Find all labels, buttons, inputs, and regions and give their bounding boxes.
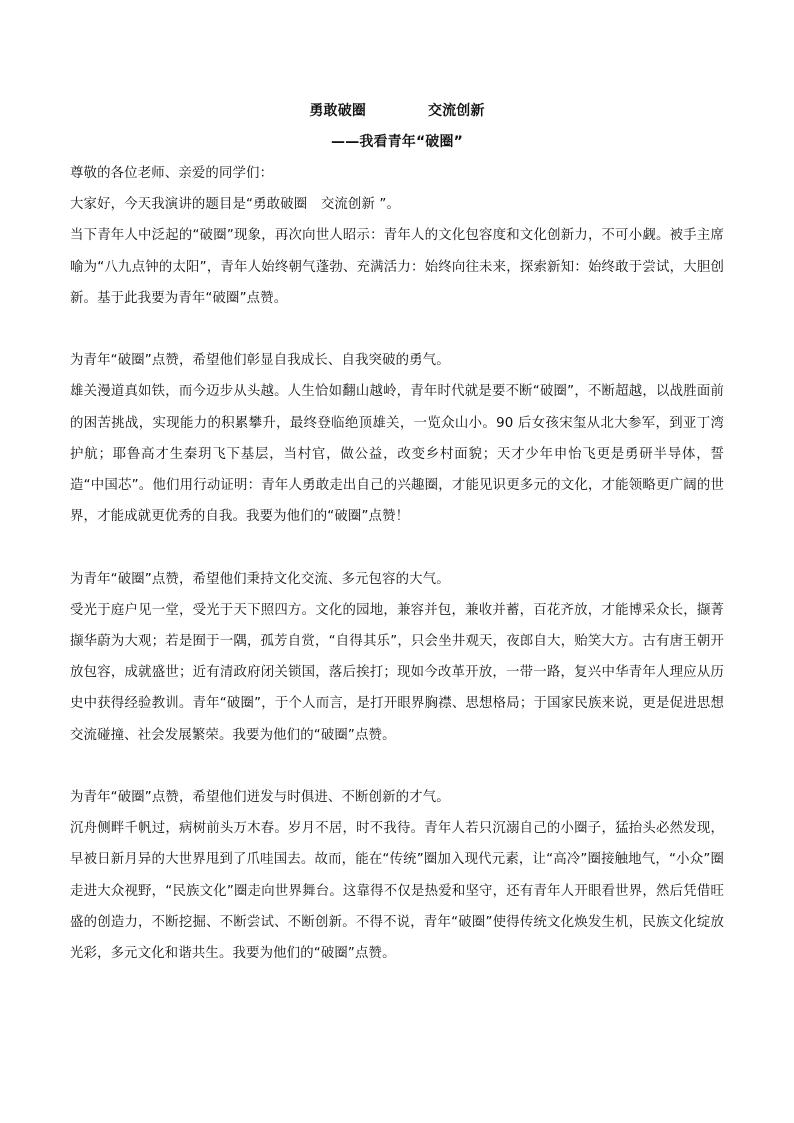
section-2-heading: 为青年“破圈”点赞，希望他们秉持文化交流、多元包容的大气。 [70,571,450,587]
intro-paragraph: 当下青年人中泛起的“破圈”现象，再次向世人昭示：青年人的文化包容度和文化创新力，不可小觑。被手主席喻为“八九点钟的太阳”，青年人始终朝气蓬勃、充满活力：始终向往未来，探索新知：始终敢于尝试，大胆创新。基于此我要为青年“破圈”点赞。 [70,228,724,306]
page-title [70,96,724,127]
section-3-heading: 为青年“破圈”点赞，希望他们迸发与时俱进、不断创新的才气。 [70,790,450,806]
title-part-2: 交流创新 [428,103,485,119]
page-subtitle: ——我看青年“破圈” [331,134,463,150]
speech-content [70,96,724,969]
title-part-1: 勇敢破圈 [309,103,366,119]
opening-line: 大家好，今天我演讲的题目是“勇敢破圈 交流创新 ”。 [70,197,401,213]
section-3-body: 沉舟侧畔千帆过，病树前头万木春。岁月不居，时不我待。青年人若只沉溺自己的小圈子，猛抬头必然发现，早被日新月异的大世界甩到了爪哇国去。故而，能在“传统”圈加入现代元素，让“高冷”圈接触地气，“小众”圈走进大众视野，“民族文化”圈走向世界舞台。这靠得不仅是热爱和坚守，还有青年人开眼看世界，然后凭借旺盛的创造力，不断挖掘、不断尝试、不断创新。不得不说，青年“破圈”使得传统文化焕发生机，民族文化绽放光彩，多元文化和谐共生。我要为他们的“破圈”点赞。 [70,821,724,962]
section-2-body: 受光于庭户见一堂，受光于天下照四方。文化的园地，兼容并包，兼收并蓄，百花齐放，才能博采众长，撷菁撷华蔚为大观；若是囿于一隅，孤芳自赏，“自得其乐”，只会坐井观天，夜郎自大，贻笑大方。古有唐王朝开放包容，成就盛世；近有清政府闭关锁国，落后挨打；现如今改革开放，一带一路，复兴中华青年人理应从历史中获得经验教训。青年“破圈”，于个人而言，是打开眼界胸襟、思想格局；于国家民族来说，更是促进思想交流碰撞、社会发展繁荣。我要为他们的“破圈”点赞。 [70,602,724,743]
salutation: 尊敬的各位老师、亲爱的同学们： [70,166,274,181]
section-1-heading: 为青年“破圈”点赞，希望他们彰显自我成长、自我突破的勇气。 [70,353,450,369]
section-1-body: 雄关漫道真如铁，而今迈步从头越。人生恰如翻山越岭，青年时代就是要不断“破圈”，不断超越，以战胜面前的困苦挑战，实现能力的积累攀升，最终登临绝顶雄关，一览众山小。90 后女孩宋玺从北大参军，到亚丁湾护航；耶鲁高才生秦玥飞下基层，当村官，做公益，改变乡村面貌；天才少年申怡飞更是勇研半导体，誓造“中国芯”。他们用行动证明：青年人勇敢走出自己的兴趣圈，才能见识更多元的文化，才能领略更广阔的世界，才能成就更优秀的自我。我要为他们的“破圈”点赞！ [70,384,724,525]
